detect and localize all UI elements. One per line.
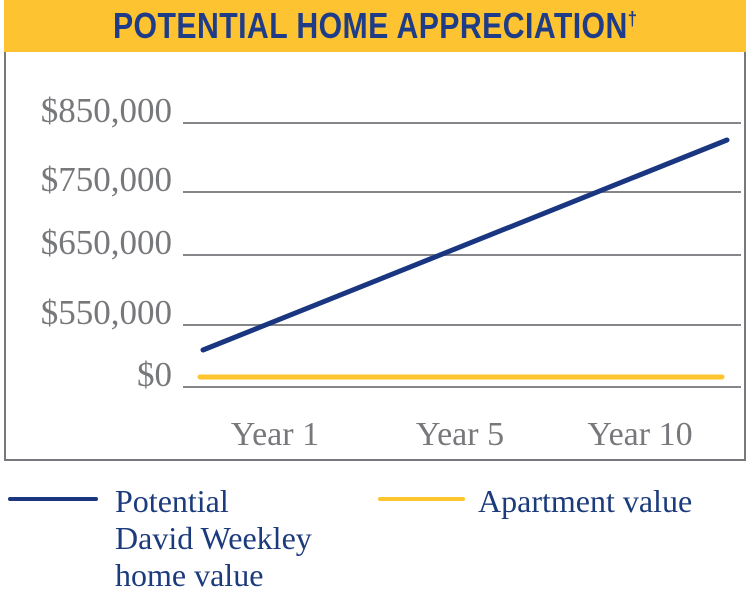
y-axis-tick-label: $750,000	[40, 160, 172, 199]
chart-title-text: POTENTIAL HOME APPRECIATION	[112, 5, 628, 46]
gridline	[183, 324, 741, 326]
legend-label-line: Apartment value	[478, 483, 693, 519]
y-axis-tick-label: $650,000	[40, 223, 172, 262]
gridline	[183, 191, 741, 193]
legend-label-apartment-value	[478, 483, 692, 520]
x-axis-tick-label: Year 1	[230, 416, 320, 453]
legend-swatch-home-value	[8, 497, 98, 501]
y-axis-tick-label: $850,000	[40, 91, 172, 130]
y-axis-tick-label: $550,000	[40, 293, 172, 332]
legend-label-line: David Weekley	[115, 520, 312, 556]
y-axis-tick-label: $0	[137, 355, 172, 394]
gridline	[183, 386, 741, 388]
gridline	[183, 122, 741, 124]
legend-swatch-apartment-value	[378, 497, 465, 501]
gridline	[183, 254, 741, 256]
title-banner	[4, 0, 746, 52]
legend-label-line: Potential	[115, 483, 229, 519]
legend-label-home-value	[115, 483, 312, 594]
chart-title	[112, 5, 638, 46]
dagger-footnote-mark: †	[627, 8, 638, 30]
x-axis-tick-label: Year 10	[587, 416, 693, 453]
legend-label-line: home value	[115, 557, 264, 593]
x-axis-tick-label: Year 5	[415, 416, 505, 453]
